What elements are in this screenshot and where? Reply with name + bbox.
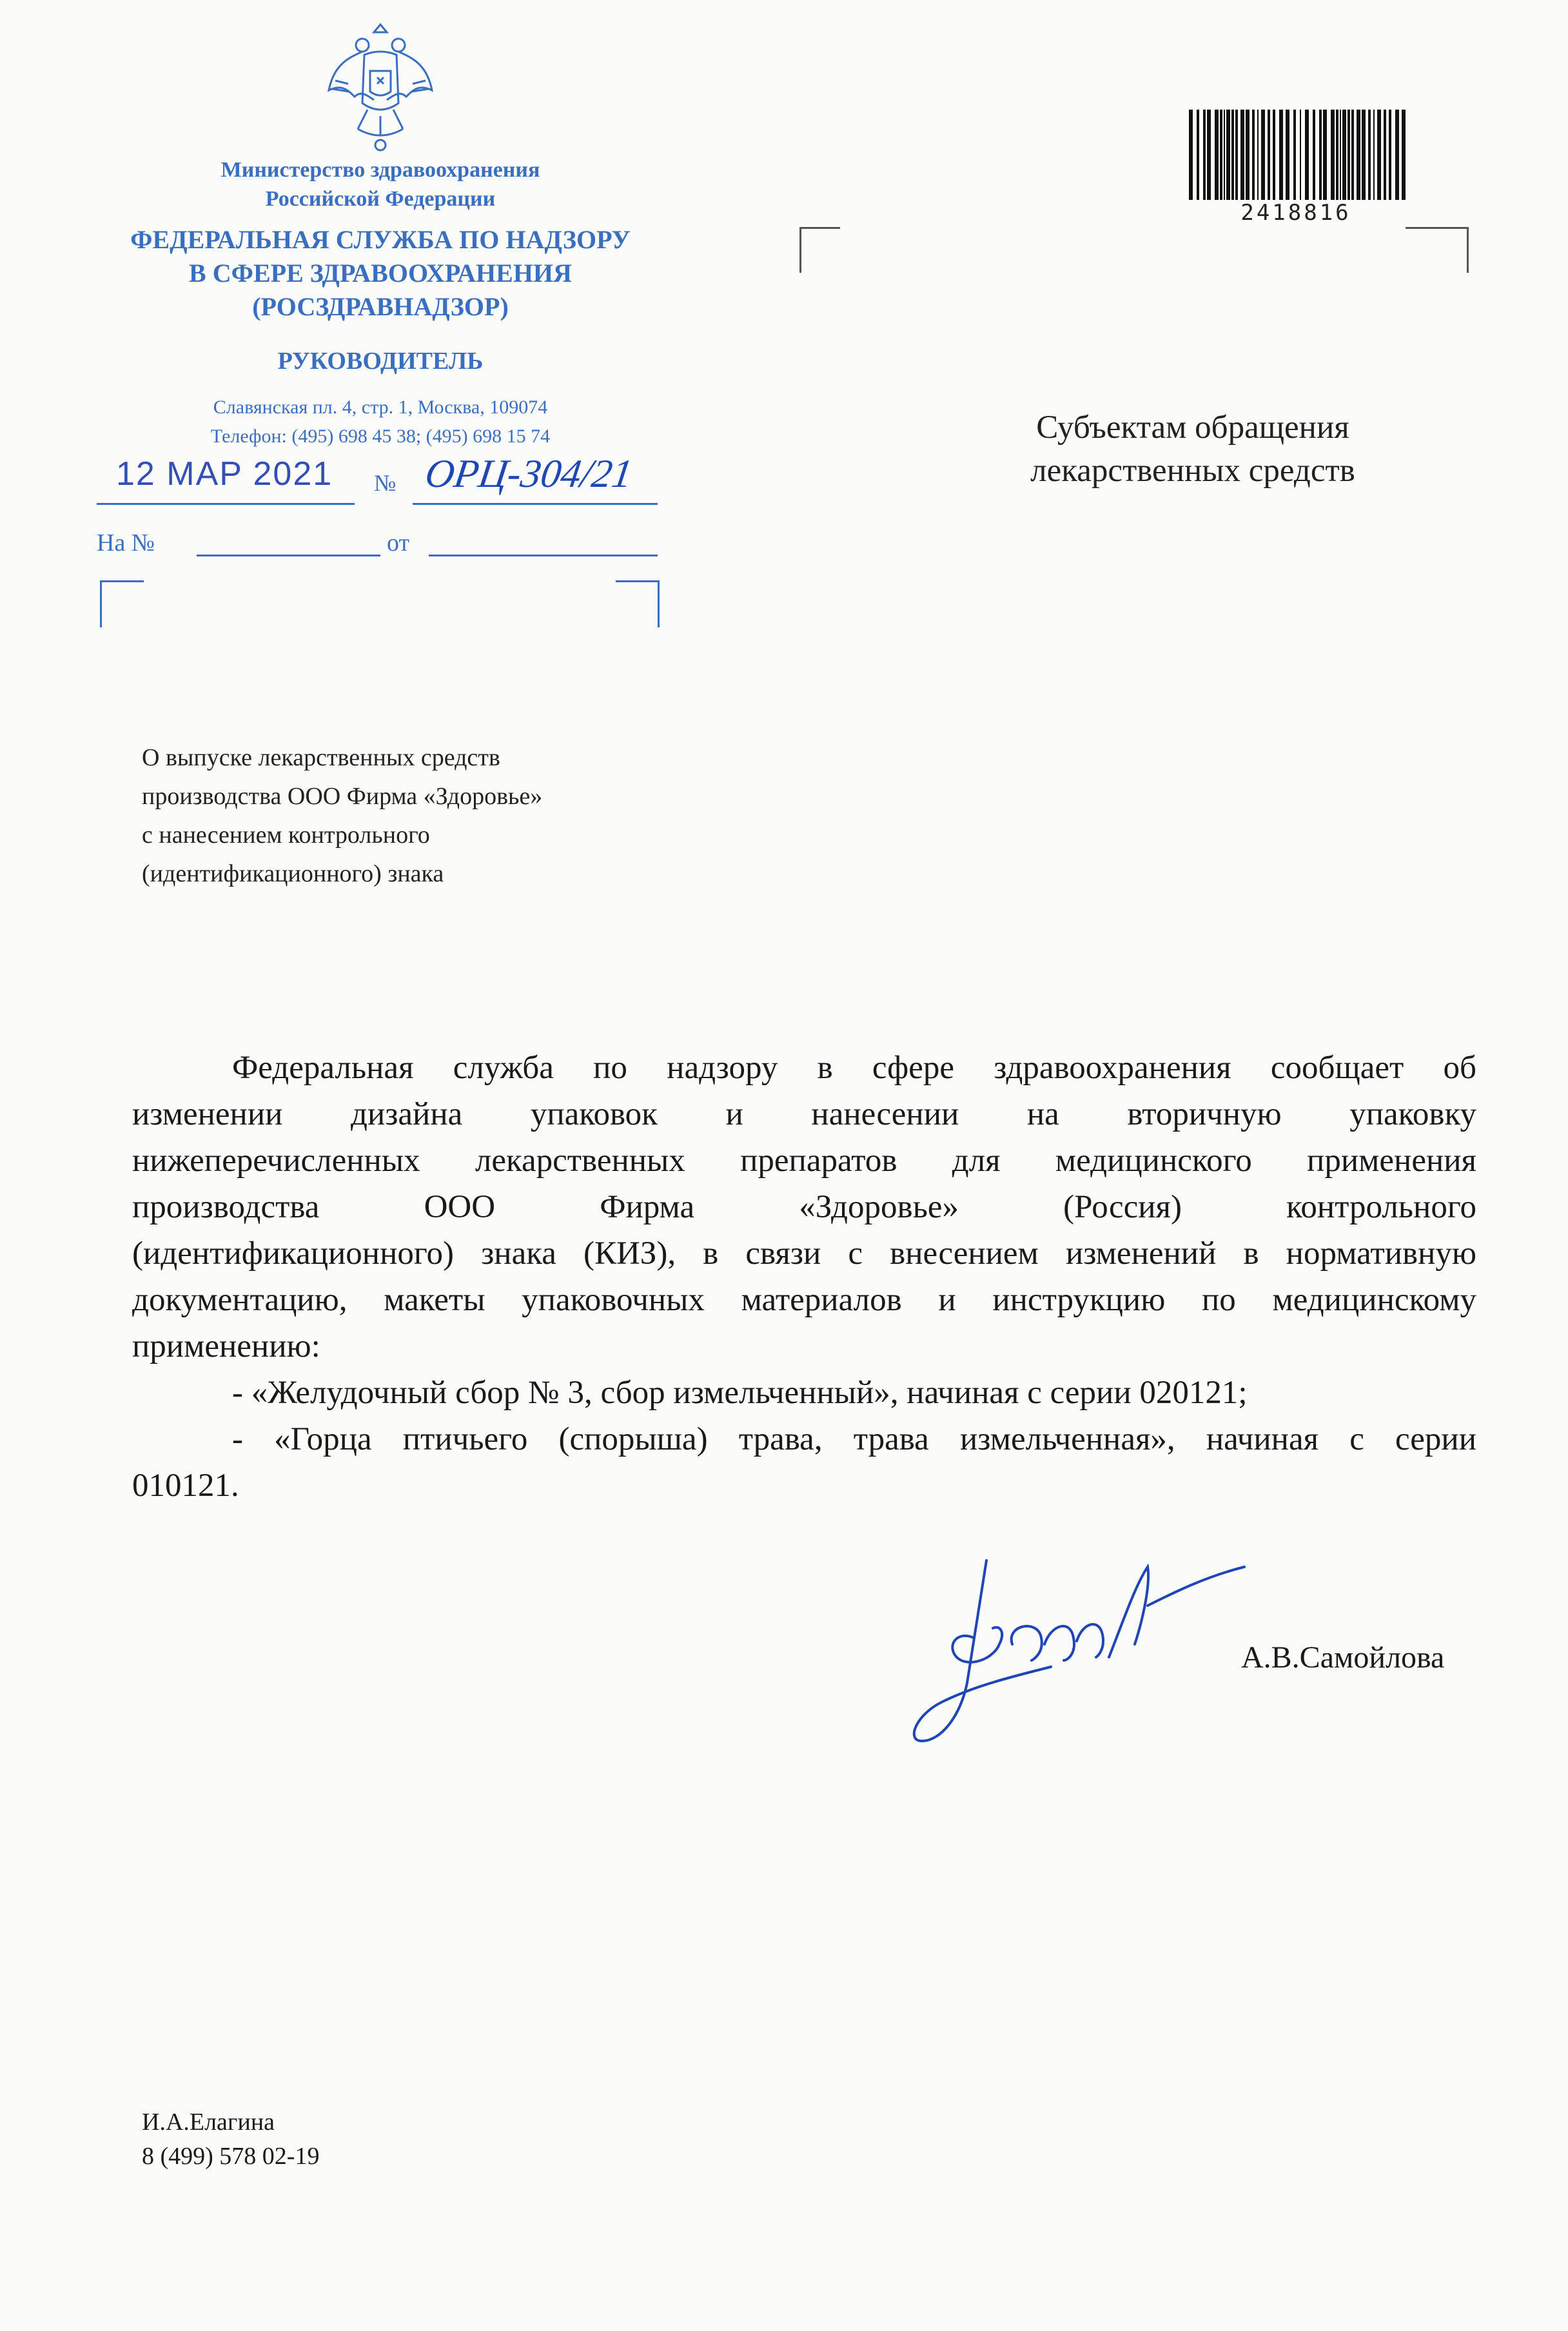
ref-from-label: от [387, 529, 410, 556]
coat-of-arms-emblem [322, 19, 438, 158]
service-line-3: (РОСЗДРАВНАДЗОР) [252, 292, 509, 321]
recipient-corner-right [1431, 227, 1469, 273]
barcode [1186, 110, 1406, 206]
number-label: № [374, 470, 397, 496]
body-line-2: изменении дизайна упаковок и нанесении на вторичную упаковку [132, 1096, 1476, 1132]
service-line-2: В СФЕРЕ ЗДРАВООХРАНЕНИЯ [189, 259, 572, 288]
recipient-line-1: Субъектам обращения [1036, 409, 1349, 446]
subject-line-1: О выпуске лекарственных средств [142, 744, 500, 771]
list-item-2-line-1: - «Горца птичьего (спорыша) трава, трава измельченная», начиная с серии [232, 1421, 1476, 1457]
body-line-7: применению: [132, 1328, 320, 1364]
body-line-5: (идентификационного) знака (КИЗ), в связи с внесением изменений в нормативную [132, 1235, 1476, 1272]
corner-mark-left [100, 580, 144, 627]
date-stamp: 12 MAP 2021 [116, 455, 333, 493]
ref-date-blank [429, 555, 658, 556]
signatory-name: А.В.Самойлова [1241, 1640, 1445, 1675]
recipient-corner-right-extension [1406, 227, 1431, 229]
ministry-line-2: Российской Федерации [265, 187, 496, 211]
address-line: Славянская пл. 4, стр. 1, Москва, 109074 [213, 397, 548, 418]
ministry-line-1: Министерство здравоохранения [220, 158, 540, 182]
ref-number-blank [197, 555, 380, 556]
subject-line-3: с нанесением контрольного [142, 821, 430, 849]
body-line-6: документацию, макеты упаковочных материалов и инструкцию по медицинскому [132, 1282, 1476, 1318]
recipient-line-2: лекарственных средств [1030, 453, 1355, 489]
corner-mark-right [616, 580, 660, 627]
position-title: РУКОВОДИТЕЛЬ [277, 348, 484, 375]
recipient-corner-left [799, 227, 840, 273]
subject-line-4: (идентификационного) знака [142, 860, 444, 887]
barcode-number: 2418816 [1240, 200, 1351, 226]
list-item-2-line-2: 010121. [132, 1468, 239, 1504]
body-line-1: Федеральная служба по надзору в сфере здравоохранения сообщает об [232, 1050, 1476, 1086]
list-item-1: - «Желудочный сбор № 3, сбор измельченный», начиная с серии 020121; [232, 1375, 1248, 1411]
handwritten-signature [903, 1548, 1264, 1747]
ref-label: На № [97, 529, 155, 556]
subject-line-2: производства ООО Фирма «Здоровье» [142, 783, 543, 810]
phone-line: Телефон: (495) 698 45 38; (495) 698 15 74 [210, 426, 551, 447]
service-line-1: ФЕДЕРАЛЬНАЯ СЛУЖБА ПО НАДЗОРУ [130, 225, 631, 254]
executor-name: И.А.Елагина [142, 2109, 275, 2136]
executor-phone: 8 (499) 578 02-19 [142, 2143, 320, 2170]
body-line-3: нижеперечисленных лекарственных препаратов для медицинского применения [132, 1143, 1476, 1179]
body-line-4: производства ООО Фирма «Здоровье» (Россия) контрольного [132, 1189, 1476, 1225]
number-handwritten: ОРЦ-304/21 [422, 452, 636, 496]
